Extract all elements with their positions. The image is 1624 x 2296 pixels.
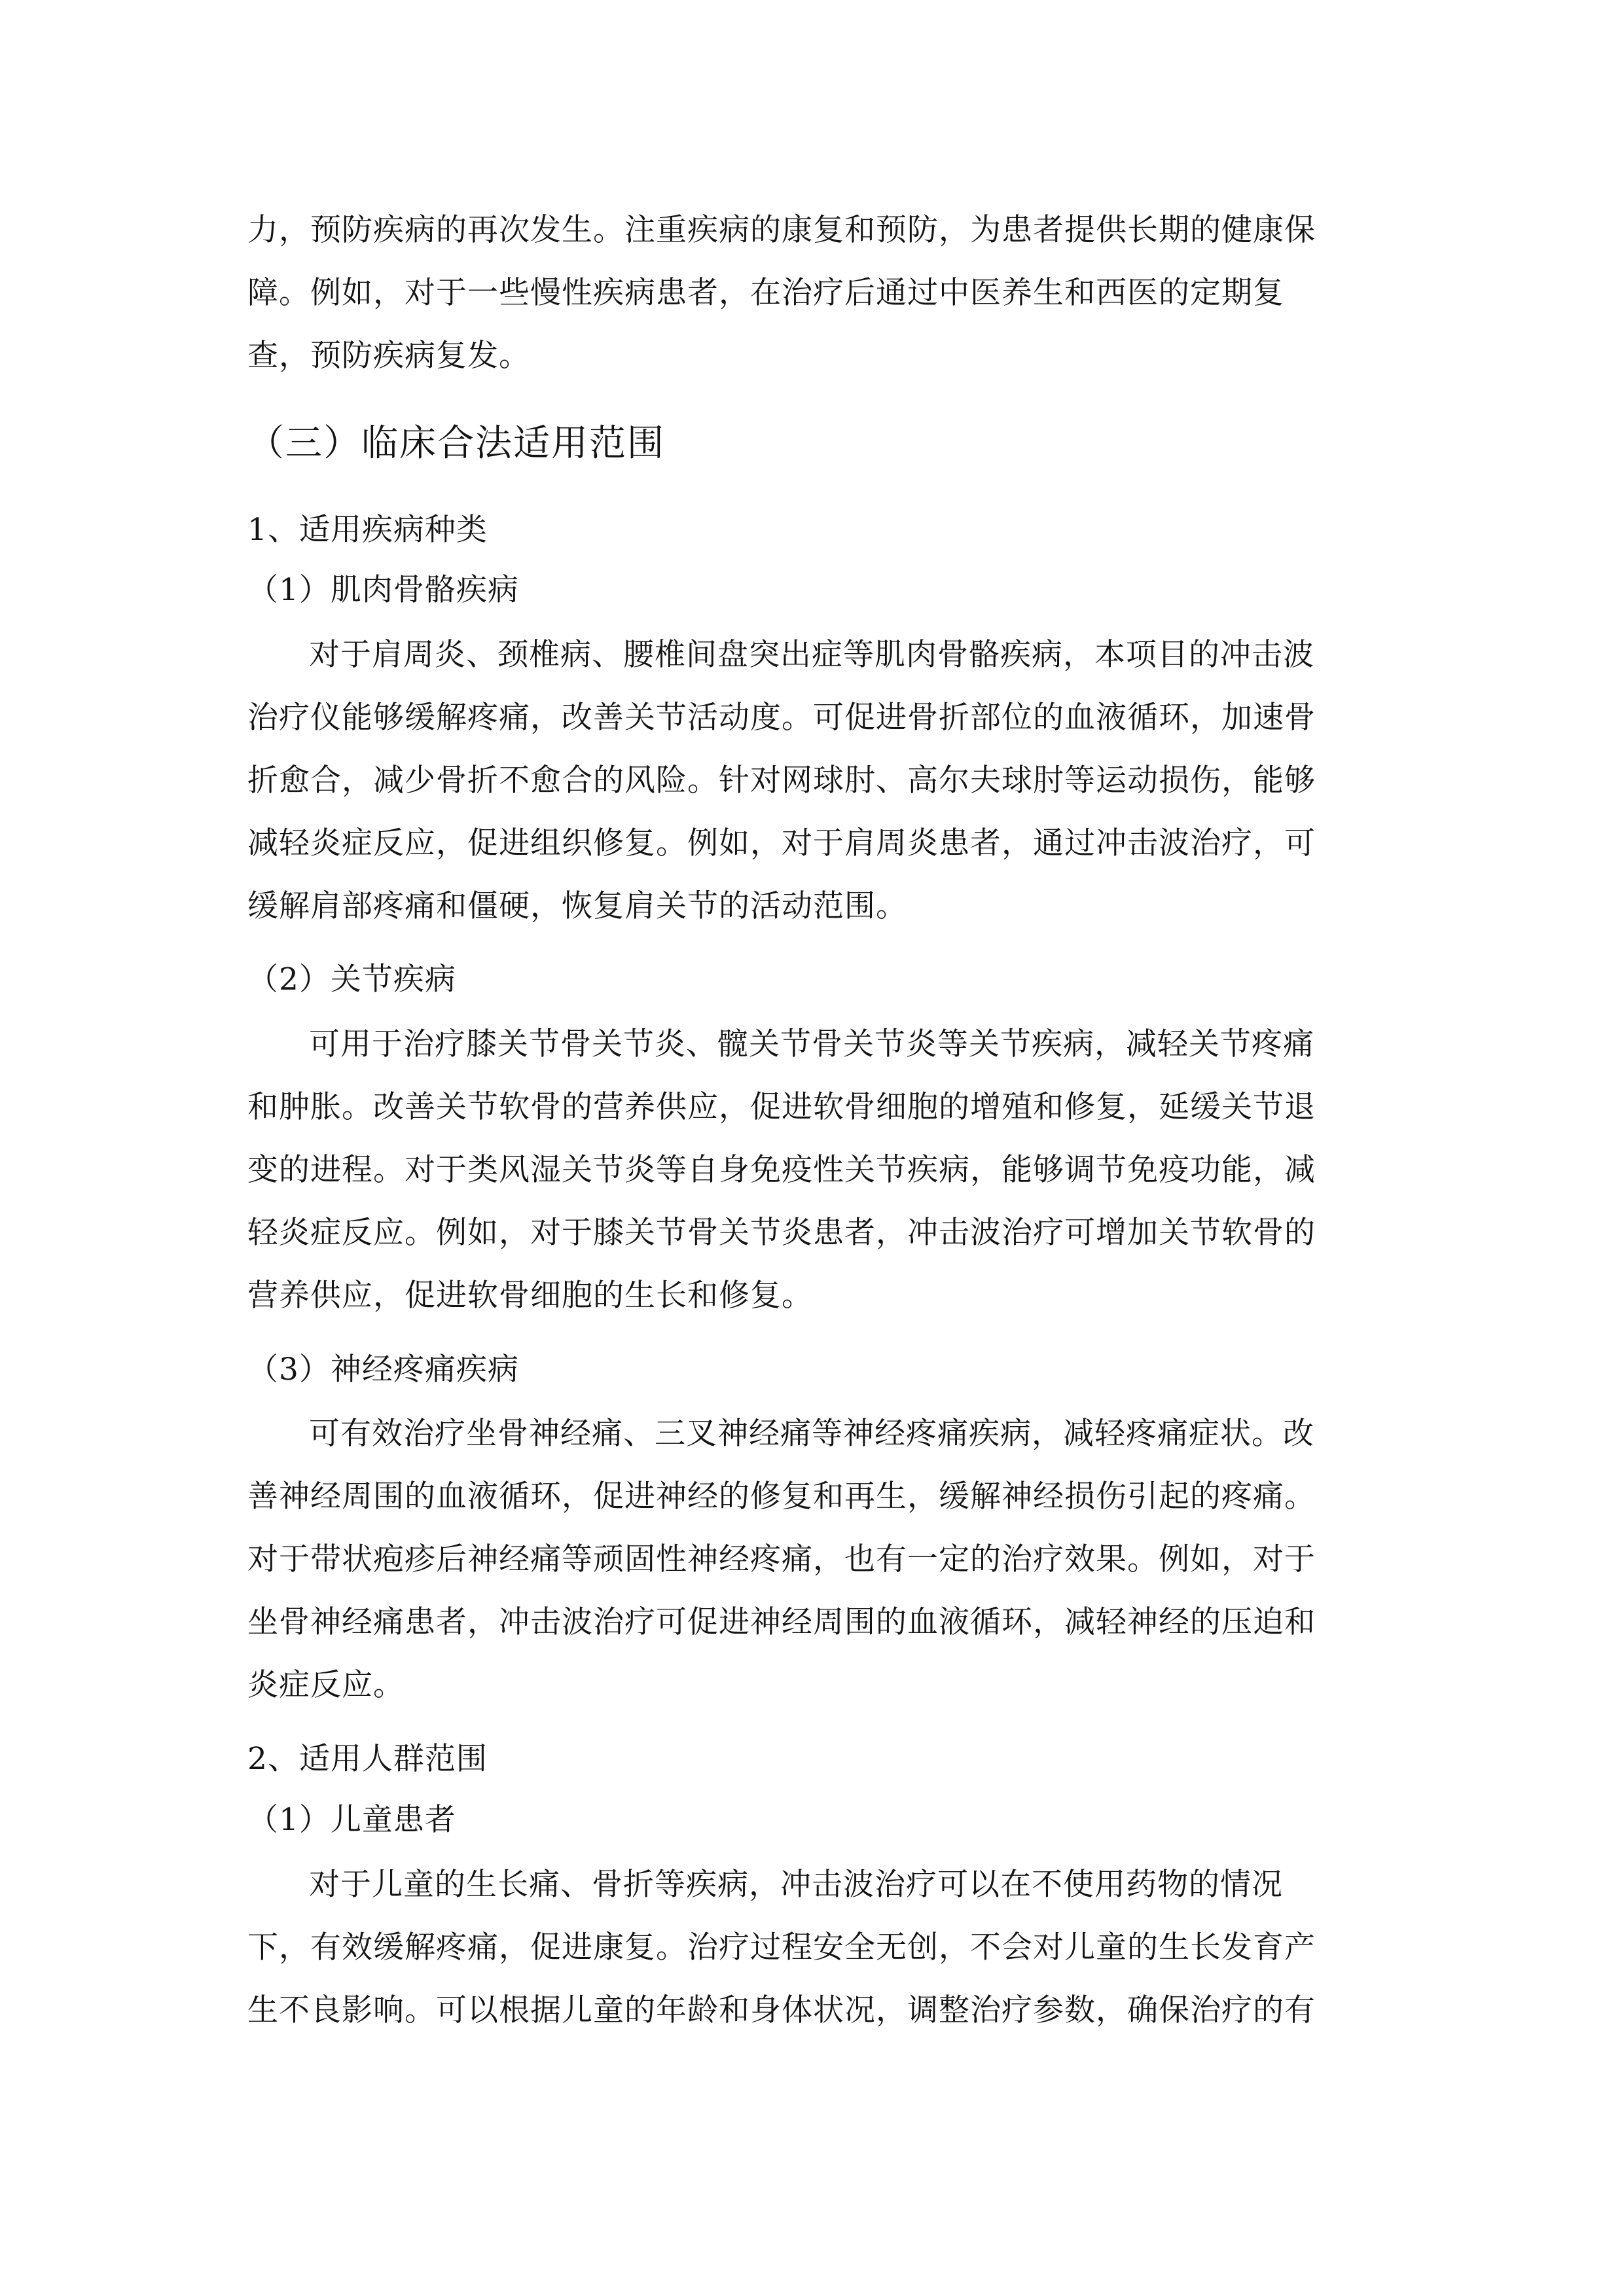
text-line: 炎症反应。 <box>247 1667 405 1703</box>
subsection-title: 1、适用疾病种类 <box>247 512 488 548</box>
text-line: 善神经周围的血液循环，促进神经的修复和再生，缓解神经损伤引起的疼痛。 <box>247 1479 1316 1515</box>
item-title: （2）关节疾病 <box>247 961 456 997</box>
text-line: 可用于治疗膝关节骨关节炎、髋关节骨关节炎等关节疾病，减轻关节疼痛 <box>309 1026 1314 1062</box>
text-line: 可有效治疗坐骨神经痛、三叉神经痛等神经疼痛疾病，减轻疼痛症状。改 <box>309 1416 1314 1452</box>
text-line: 营养供应，促进软骨细胞的生长和修复。 <box>247 1278 813 1314</box>
text-line: 力，预防疾病的再次发生。注重疾病的康复和预防，为患者提供长期的健康保 <box>247 212 1316 248</box>
text-line: 治疗仪能够缓解疼痛，改善关节活动度。可促进骨折部位的血液循环，加速骨 <box>247 700 1316 736</box>
text-line: 对于肩周炎、颈椎病、腰椎间盘突出症等肌肉骨骼疾病，本项目的冲击波 <box>309 637 1314 673</box>
text-line: 对于儿童的生长痛、骨折等疾病，冲击波治疗可以在不使用药物的情况 <box>309 1867 1283 1903</box>
text-line: 折愈合，减少骨折不愈合的风险。针对网球肘、高尔夫球肘等运动损伤，能够 <box>247 762 1316 798</box>
item-title: （1）肌肉骨骼疾病 <box>247 572 519 608</box>
text-line: 变的进程。对于类风湿关节炎等自身免疫性关节疾病，能够调节免疫功能，减 <box>247 1152 1316 1188</box>
text-line: 查，预防疾病复发。 <box>247 338 530 374</box>
text-line: 坐骨神经痛患者，冲击波治疗可促进神经周围的血液循环，减轻神经的压迫和 <box>247 1604 1316 1640</box>
subsection-title: 2、适用人群范围 <box>247 1741 488 1777</box>
item-title: （1）儿童患者 <box>247 1802 456 1838</box>
text-line: 减轻炎症反应，促进组织修复。例如，对于肩周炎患者，通过冲击波治疗，可 <box>247 825 1316 861</box>
section-heading: （三）临床合法适用范围 <box>247 422 665 465</box>
text-line: 缓解肩部疼痛和僵硬，恢复肩关节的活动范围。 <box>247 888 907 924</box>
text-line: 对于带状疱疹后神经痛等顽固性神经疼痛，也有一定的治疗效果。例如，对于 <box>247 1541 1316 1577</box>
item-title: （3）神经疼痛疾病 <box>247 1352 519 1388</box>
text-line: 障。例如，对于一些慢性疾病患者，在治疗后通过中医养生和西医的定期复 <box>247 275 1284 311</box>
text-line: 轻炎症反应。例如，对于膝关节骨关节炎患者，冲击波治疗可增加关节软骨的 <box>247 1215 1316 1251</box>
text-line: 生不良影响。可以根据儿童的年龄和身体状况，调整治疗参数，确保治疗的有 <box>247 1992 1316 2028</box>
text-line: 和肿胀。改善关节软骨的营养供应，促进软骨细胞的增殖和修复，延缓关节退 <box>247 1089 1316 1125</box>
text-line: 下，有效缓解疼痛，促进康复。治疗过程安全无创，不会对儿童的生长发育产 <box>247 1929 1316 1965</box>
